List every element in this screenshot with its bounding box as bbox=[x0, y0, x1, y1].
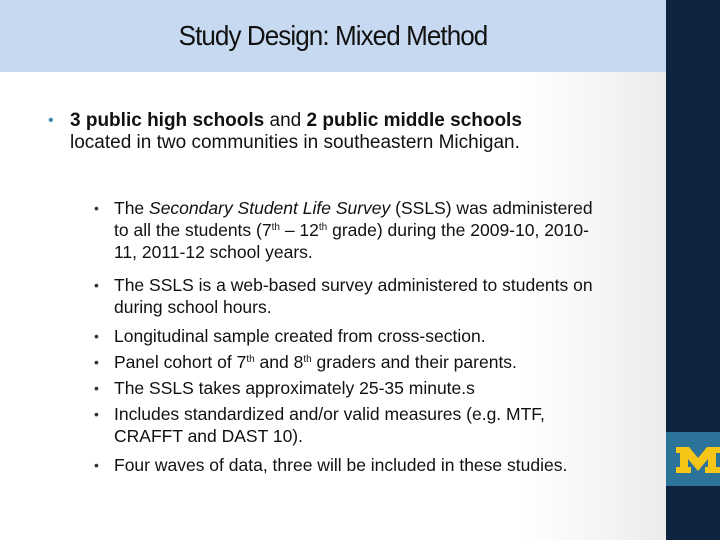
bullet-icon: • bbox=[94, 328, 99, 344]
bullet-icon: • bbox=[94, 354, 99, 370]
sub-bullet-4: • Panel cohort of 7th and 8th graders and their parents. bbox=[94, 352, 517, 372]
sub-bullet-7: • Four waves of data, three will be included in these studies. bbox=[94, 455, 568, 475]
main-bullet-rest: located in two communities in southeastern Michigan. bbox=[70, 132, 520, 153]
sub-bullet-2: • The SSLS is a web-based survey administered to students on during school hours. bbox=[94, 275, 593, 317]
sub-bullet-1: • The Secondary Student Life Survey (SSLS) was administered to all the students (7th – 12th grade) during the 2009-10, 2010- 11, 2011-12 school years. bbox=[94, 198, 593, 262]
bullet-icon: • bbox=[48, 112, 54, 129]
main-bold-1: 3 public high schools bbox=[70, 110, 265, 131]
bullet-icon: • bbox=[94, 200, 99, 216]
slide-title: Study Design: Mixed Method bbox=[178, 20, 488, 51]
sub-bullet-5: • The SSLS takes approximately 25-35 minute.s bbox=[94, 378, 475, 398]
main-bold-2: 2 public middle schools bbox=[306, 110, 522, 131]
bullet-icon: • bbox=[94, 380, 99, 396]
bullet-icon: • bbox=[94, 406, 99, 422]
michigan-m-logo-icon bbox=[676, 447, 720, 473]
bullet-icon: • bbox=[94, 457, 99, 473]
sub-bullet-3: • Longitudinal sample created from cross-section. bbox=[94, 326, 486, 346]
bullet-icon: • bbox=[94, 277, 99, 293]
main-bullet: • 3 public high schools and 2 public middle schools located in two communities in southeastern Michigan. bbox=[48, 110, 648, 154]
sub-bullet-6: • Includes standardized and/or valid measures (e.g. MTF, CRAFFT and DAST 10). bbox=[94, 404, 545, 446]
